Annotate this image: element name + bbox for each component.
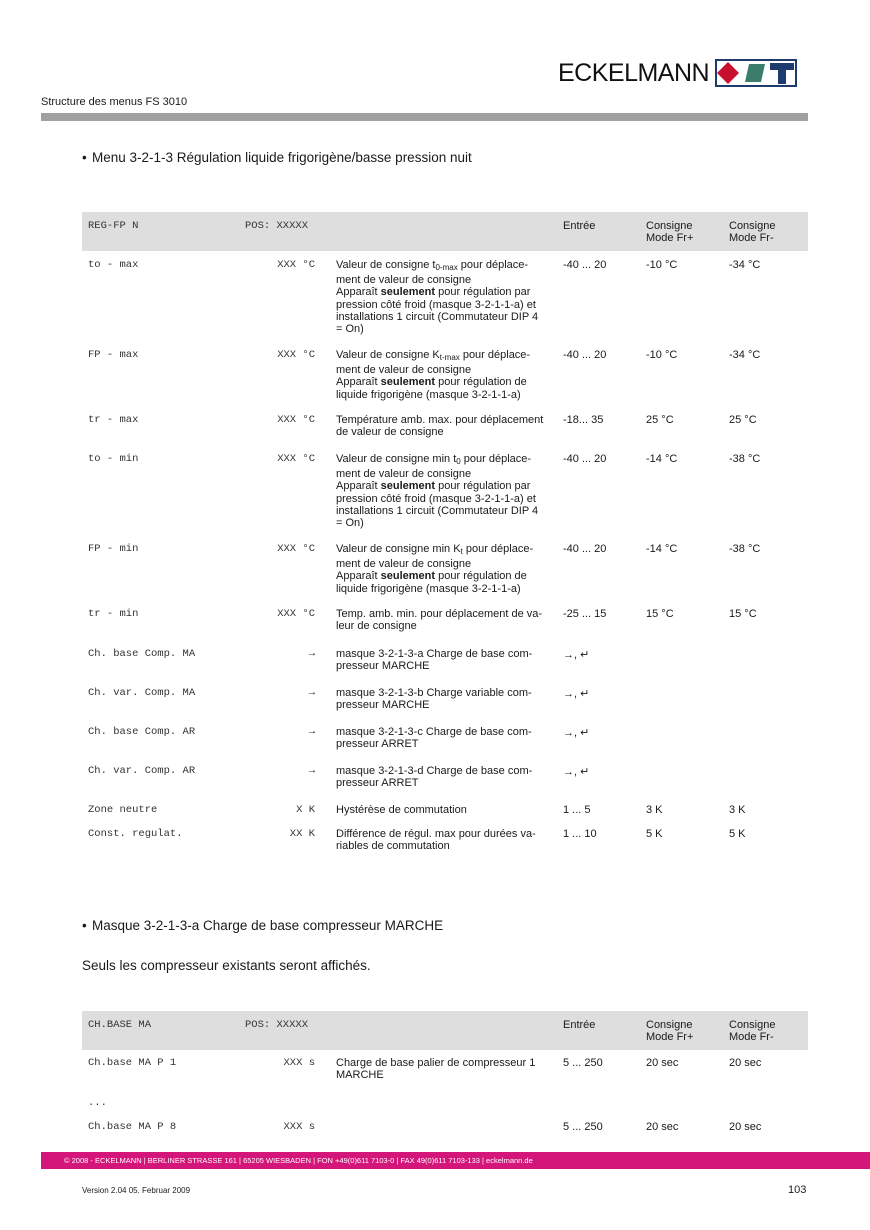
section1-heading xyxy=(82,150,472,165)
param-name: Ch. base Comp. MA xyxy=(88,648,196,660)
setpoint-fr-minus: 20 sec xyxy=(729,1121,762,1133)
document-title: Structure des menus FS 3010 xyxy=(41,96,188,108)
header-plus-line1: Consigne xyxy=(646,220,693,232)
table2-header-plus xyxy=(646,1019,693,1043)
desc-text: pour régulation par xyxy=(435,480,531,493)
desc-text: Valeur de consigne min K xyxy=(336,543,461,555)
table1-header-plus xyxy=(646,220,693,244)
table1-header-entree: Entrée xyxy=(563,220,596,232)
table2-header xyxy=(82,1011,808,1050)
desc-line: riables de commutation xyxy=(336,840,450,853)
desc-subscript: 0 xyxy=(456,457,461,466)
param-value: → xyxy=(308,726,315,738)
param-description xyxy=(336,259,552,335)
desc-text: pour régulation de xyxy=(435,376,527,389)
desc-line: presseur ARRET xyxy=(336,738,419,751)
header-divider xyxy=(41,113,808,121)
setpoint-fr-plus: -14 °C xyxy=(646,453,678,465)
desc-line: liquide frigorigène (masque 3-2-1-1-a) xyxy=(336,582,521,595)
desc-subscript: t-max xyxy=(439,353,460,362)
setpoint-fr-plus: 20 sec xyxy=(646,1057,679,1069)
desc-line xyxy=(336,480,552,492)
logo-text: ECKELMANN xyxy=(558,58,710,87)
entry-range: -40 ... 20 xyxy=(563,259,607,271)
setpoint-fr-minus: 15 °C xyxy=(729,608,757,620)
desc-line: pression côté froid (masque 3-2-1-1-a) et xyxy=(336,298,536,311)
entry-range: →, ↵ xyxy=(563,766,590,778)
entry-range: -40 ... 20 xyxy=(563,349,607,361)
entry-range: -40 ... 20 xyxy=(563,543,607,555)
desc-line: MARCHE xyxy=(336,1069,384,1082)
desc-line: presseur MARCHE xyxy=(336,699,430,712)
header-minus-line2: Mode Fr- xyxy=(729,232,774,244)
param-value: XXX °C xyxy=(277,608,315,620)
entry-range: 5 ... 250 xyxy=(563,1121,603,1133)
desc-line xyxy=(336,349,552,364)
param-description xyxy=(336,828,552,852)
setpoint-fr-plus: 20 sec xyxy=(646,1121,679,1133)
param-value: XXX °C xyxy=(277,259,315,271)
setpoint-fr-plus: -10 °C xyxy=(646,349,678,361)
param-description xyxy=(336,687,552,711)
eckelmann-logo xyxy=(558,58,797,88)
param-name: to - max xyxy=(88,259,139,271)
param-value: XXX °C xyxy=(277,349,315,361)
desc-line: = On) xyxy=(336,323,364,336)
setpoint-fr-minus: 3 K xyxy=(729,804,746,816)
setpoint-fr-plus: -10 °C xyxy=(646,259,678,271)
desc-emphasis: seulement xyxy=(380,480,436,493)
setpoint-fr-plus: 5 K xyxy=(646,828,663,840)
desc-line: masque 3-2-1-3-a Charge de base com- xyxy=(336,648,533,660)
param-name: Ch. var. Comp. MA xyxy=(88,687,196,699)
setpoint-fr-minus: 20 sec xyxy=(729,1057,762,1069)
desc-text: Apparaît xyxy=(336,480,381,493)
desc-line xyxy=(336,286,552,298)
header-minus-line2: Mode Fr- xyxy=(729,1031,774,1043)
desc-line: Température amb. max. pour déplacement xyxy=(336,414,544,426)
desc-line: leur de consigne xyxy=(336,620,417,633)
param-name: tr - max xyxy=(88,414,139,426)
setpoint-fr-minus: -34 °C xyxy=(729,259,761,271)
param-description xyxy=(336,804,552,816)
entry-range: →, ↵ xyxy=(563,649,590,661)
desc-line: presseur ARRET xyxy=(336,777,419,790)
desc-subscript: t xyxy=(460,547,463,556)
param-description xyxy=(336,648,552,672)
desc-subscript: 0-max xyxy=(435,263,458,272)
param-name: FP - max xyxy=(88,349,139,361)
param-value: → xyxy=(308,765,315,777)
param-value: XXX s xyxy=(283,1057,315,1069)
page-number: 103 xyxy=(788,1184,807,1196)
desc-emphasis: seulement xyxy=(380,286,436,299)
table1-header xyxy=(82,212,808,251)
setpoint-fr-minus: -34 °C xyxy=(729,349,761,361)
desc-line: presseur MARCHE xyxy=(336,660,430,673)
desc-line: installations 1 circuit (Commutateur DIP 4 xyxy=(336,504,539,517)
param-description xyxy=(336,543,552,595)
setpoint-fr-minus: 25 °C xyxy=(729,414,757,426)
param-name: Ch.base MA P 1 xyxy=(88,1057,177,1069)
param-name: tr - min xyxy=(88,608,139,620)
header-plus-line1: Consigne xyxy=(646,1019,693,1031)
desc-line: masque 3-2-1-3-c Charge de base com- xyxy=(336,726,532,738)
desc-line xyxy=(336,376,552,388)
desc-text: Apparaît xyxy=(336,376,381,389)
desc-line xyxy=(336,570,552,582)
desc-text: pour déplace- xyxy=(460,453,532,465)
desc-text: Apparaît xyxy=(336,286,381,299)
entry-range: 5 ... 250 xyxy=(563,1057,603,1069)
logo-mark-icon xyxy=(715,58,797,88)
section1-title: Menu 3-2-1-3 Régulation liquide frigorigène/basse pression nuit xyxy=(92,150,472,165)
table2-header-pos: POS: XXXXX xyxy=(245,1019,309,1031)
desc-line: Différence de régul. max pour durées va- xyxy=(336,828,536,840)
param-value: → xyxy=(308,687,315,699)
setpoint-fr-plus: 3 K xyxy=(646,804,663,816)
table1-header-pos: POS: XXXXX xyxy=(245,220,309,232)
param-name: Const. regulat. xyxy=(88,828,183,840)
entry-range: →, ↵ xyxy=(563,727,590,739)
desc-text: Valeur de consigne min t xyxy=(336,453,457,465)
header-minus-line1: Consigne xyxy=(729,1019,776,1031)
desc-line: ment de valeur de consigne xyxy=(336,558,472,571)
param-value: XXX °C xyxy=(277,453,315,465)
desc-line xyxy=(336,543,552,558)
param-name: Ch. base Comp. AR xyxy=(88,726,196,738)
entry-range: 1 ... 10 xyxy=(563,828,597,840)
bullet-icon: • xyxy=(82,918,87,933)
desc-text: Valeur de consigne t xyxy=(336,259,436,271)
param-name: Ch.base MA P 8 xyxy=(88,1121,177,1133)
entry-range: -25 ... 15 xyxy=(563,608,607,620)
desc-emphasis: seulement xyxy=(380,376,436,389)
param-description xyxy=(336,453,552,529)
desc-text: Apparaît xyxy=(336,570,381,583)
setpoint-fr-plus: 25 °C xyxy=(646,414,674,426)
bullet-icon: • xyxy=(82,150,87,165)
desc-line xyxy=(336,453,552,468)
setpoint-fr-minus: -38 °C xyxy=(729,453,761,465)
desc-line: liquide frigorigène (masque 3-2-1-1-a) xyxy=(336,388,521,401)
table2-header-minus xyxy=(729,1019,775,1043)
param-name: Ch. var. Comp. AR xyxy=(88,765,196,777)
desc-text: Valeur de consigne K xyxy=(336,349,440,361)
param-description xyxy=(336,1057,552,1081)
footer-contact-bar: © 2008 - ECKELMANN | BERLINER STRASSE 161 | 65205 WIESBADEN | FON +49(0)611 7103-0 | FAX 49(0)611 7103-133 | eckelmann.de xyxy=(41,1152,870,1169)
table1-header-minus xyxy=(729,220,775,244)
param-description xyxy=(336,765,552,789)
param-description xyxy=(336,414,552,438)
header-plus-line2: Mode Fr+ xyxy=(646,232,694,244)
version-info: Version 2.04 05. Februar 2009 xyxy=(82,1186,191,1195)
desc-line xyxy=(336,259,552,274)
desc-emphasis: seulement xyxy=(380,570,436,583)
desc-text: pour régulation de xyxy=(435,570,527,583)
desc-line: = On) xyxy=(336,517,364,530)
header-plus-line2: Mode Fr+ xyxy=(646,1031,694,1043)
desc-line: ment de valeur de consigne xyxy=(336,364,472,377)
desc-text: pour déplace- xyxy=(459,349,531,361)
section2-title: Masque 3-2-1-3-a Charge de base compresseur MARCHE xyxy=(92,918,444,933)
desc-line: installations 1 circuit (Commutateur DIP 4 xyxy=(336,310,539,323)
table2-header-name: CH.BASE MA xyxy=(88,1019,152,1031)
header-minus-line1: Consigne xyxy=(729,220,776,232)
entry-range: 1 ... 5 xyxy=(563,804,591,816)
table1-header-name: REG-FP N xyxy=(88,220,139,232)
setpoint-fr-plus: -14 °C xyxy=(646,543,678,555)
setpoint-fr-minus: -38 °C xyxy=(729,543,761,555)
param-name: FP - min xyxy=(88,543,139,555)
param-value: XXX s xyxy=(283,1121,315,1133)
param-value: XXX °C xyxy=(277,414,315,426)
param-value: X K xyxy=(296,804,315,816)
desc-text: pour déplace- xyxy=(462,543,534,555)
table2-header-entree: Entrée xyxy=(563,1019,596,1031)
desc-text: pour déplace- xyxy=(457,259,529,271)
param-description xyxy=(336,349,552,401)
desc-line: masque 3-2-1-3-d Charge de base com- xyxy=(336,765,533,777)
desc-line: pression côté froid (masque 3-2-1-1-a) et xyxy=(336,492,536,505)
param-name: to - min xyxy=(88,453,139,465)
param-value: XXX °C xyxy=(277,543,315,555)
param-description xyxy=(336,608,552,632)
desc-line: Temp. amb. min. pour déplacement de va- xyxy=(336,608,543,620)
desc-line: ment de valeur de consigne xyxy=(336,274,472,287)
param-description xyxy=(336,726,552,750)
section2-heading xyxy=(82,918,443,933)
entry-range: -18... 35 xyxy=(563,414,604,426)
desc-line: masque 3-2-1-3-b Charge variable com- xyxy=(336,687,532,699)
setpoint-fr-minus: 5 K xyxy=(729,828,746,840)
param-value: → xyxy=(308,648,315,660)
desc-line: Charge de base palier de compresseur 1 xyxy=(336,1057,536,1069)
desc-line: Hystérèse de commutation xyxy=(336,804,467,816)
entry-range: →, ↵ xyxy=(563,688,590,700)
entry-range: -40 ... 20 xyxy=(563,453,607,465)
param-name: ... xyxy=(88,1097,107,1109)
section2-note: Seuls les compresseur existants seront affichés. xyxy=(82,958,371,973)
setpoint-fr-plus: 15 °C xyxy=(646,608,674,620)
param-name: Zone neutre xyxy=(88,804,158,816)
desc-line: ment de valeur de consigne xyxy=(336,468,472,481)
param-value: XX K xyxy=(289,828,315,840)
desc-line: de valeur de consigne xyxy=(336,426,444,439)
desc-text: pour régulation par xyxy=(435,286,531,299)
